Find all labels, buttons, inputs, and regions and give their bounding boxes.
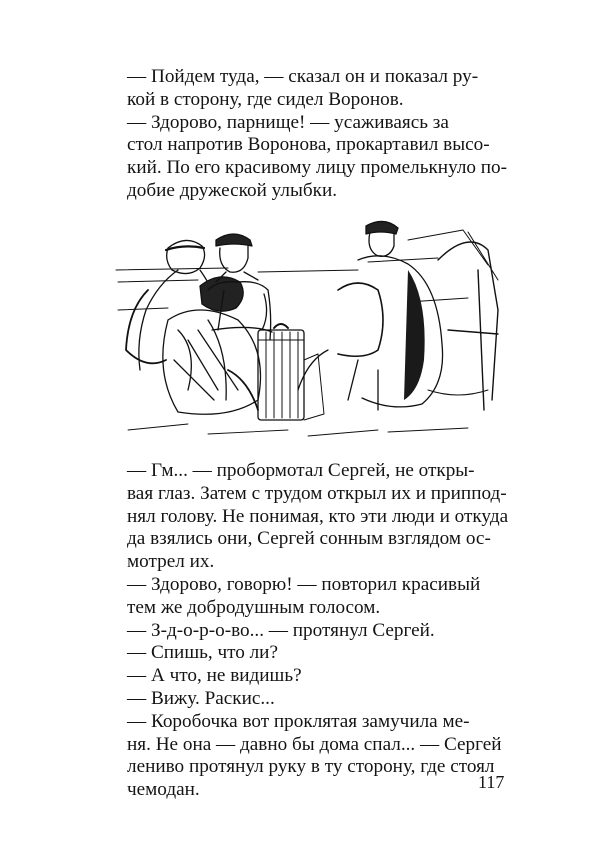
text-line: нял голову. Не понимая, кто эти люди и откуда [127,505,509,527]
paragraph [103,460,523,574]
paragraph [103,665,523,688]
text-line: чемодан. [127,779,200,801]
text-line: — Здорово, говорю! — повторил красивый [127,573,481,595]
suitcase [258,324,324,420]
text-line: — Коробочка вот проклятая замучила ме- [127,710,470,732]
text-line: — Спишь, что ли? [127,642,278,664]
figure-right-man [298,221,443,410]
text-line: мотрел их. [127,551,215,573]
text-line: кой в сторону, где сидел Воронов. [127,88,404,110]
paragraph [103,642,523,665]
paragraph [103,112,523,203]
figure-foreground-man [163,277,261,414]
text-line: добие дружеской улыбки. [127,179,338,201]
text-block-bottom [103,460,523,802]
text-line: стол напротив Воронова, прокартавил высо- [127,134,490,156]
paragraph [103,688,523,711]
paragraph [103,66,523,112]
text-line: — Гм... — пробормотал Сергей, не откры- [127,460,475,481]
text-block-top [103,66,523,203]
page-number: 117 [478,772,505,792]
background-structure [428,242,498,410]
text-line: вая глаз. Затем с трудом открыл их и приппод- [127,482,507,504]
sketch-illustration [108,210,508,445]
text-line: — Пойдем туда, — сказал он и показал ру- [127,66,479,87]
text-line: — А что, не видишь? [127,665,302,687]
text-line: да взялись они, Сергей сонным взглядом ос- [127,528,491,550]
text-line: кий. По его красивому лицу промелькнуло по- [127,157,508,179]
text-line: тем же добродушным голосом. [127,596,381,618]
text-line: — Вижу. Раскис... [127,687,275,709]
paragraph [103,711,523,802]
text-line: — Здорово, парнище! — усаживаясь за [127,111,449,133]
text-line: — З-д-о-р-о-во... — протянул Сергей. [127,619,435,641]
text-line: лениво протянул руку в ту сторону, где стоял [127,756,495,778]
ground-strokes [128,424,468,436]
text-line: ня. Не она — давно бы дома спал... — Сергей [127,733,502,755]
paragraph [103,574,523,620]
paragraph [103,620,523,643]
